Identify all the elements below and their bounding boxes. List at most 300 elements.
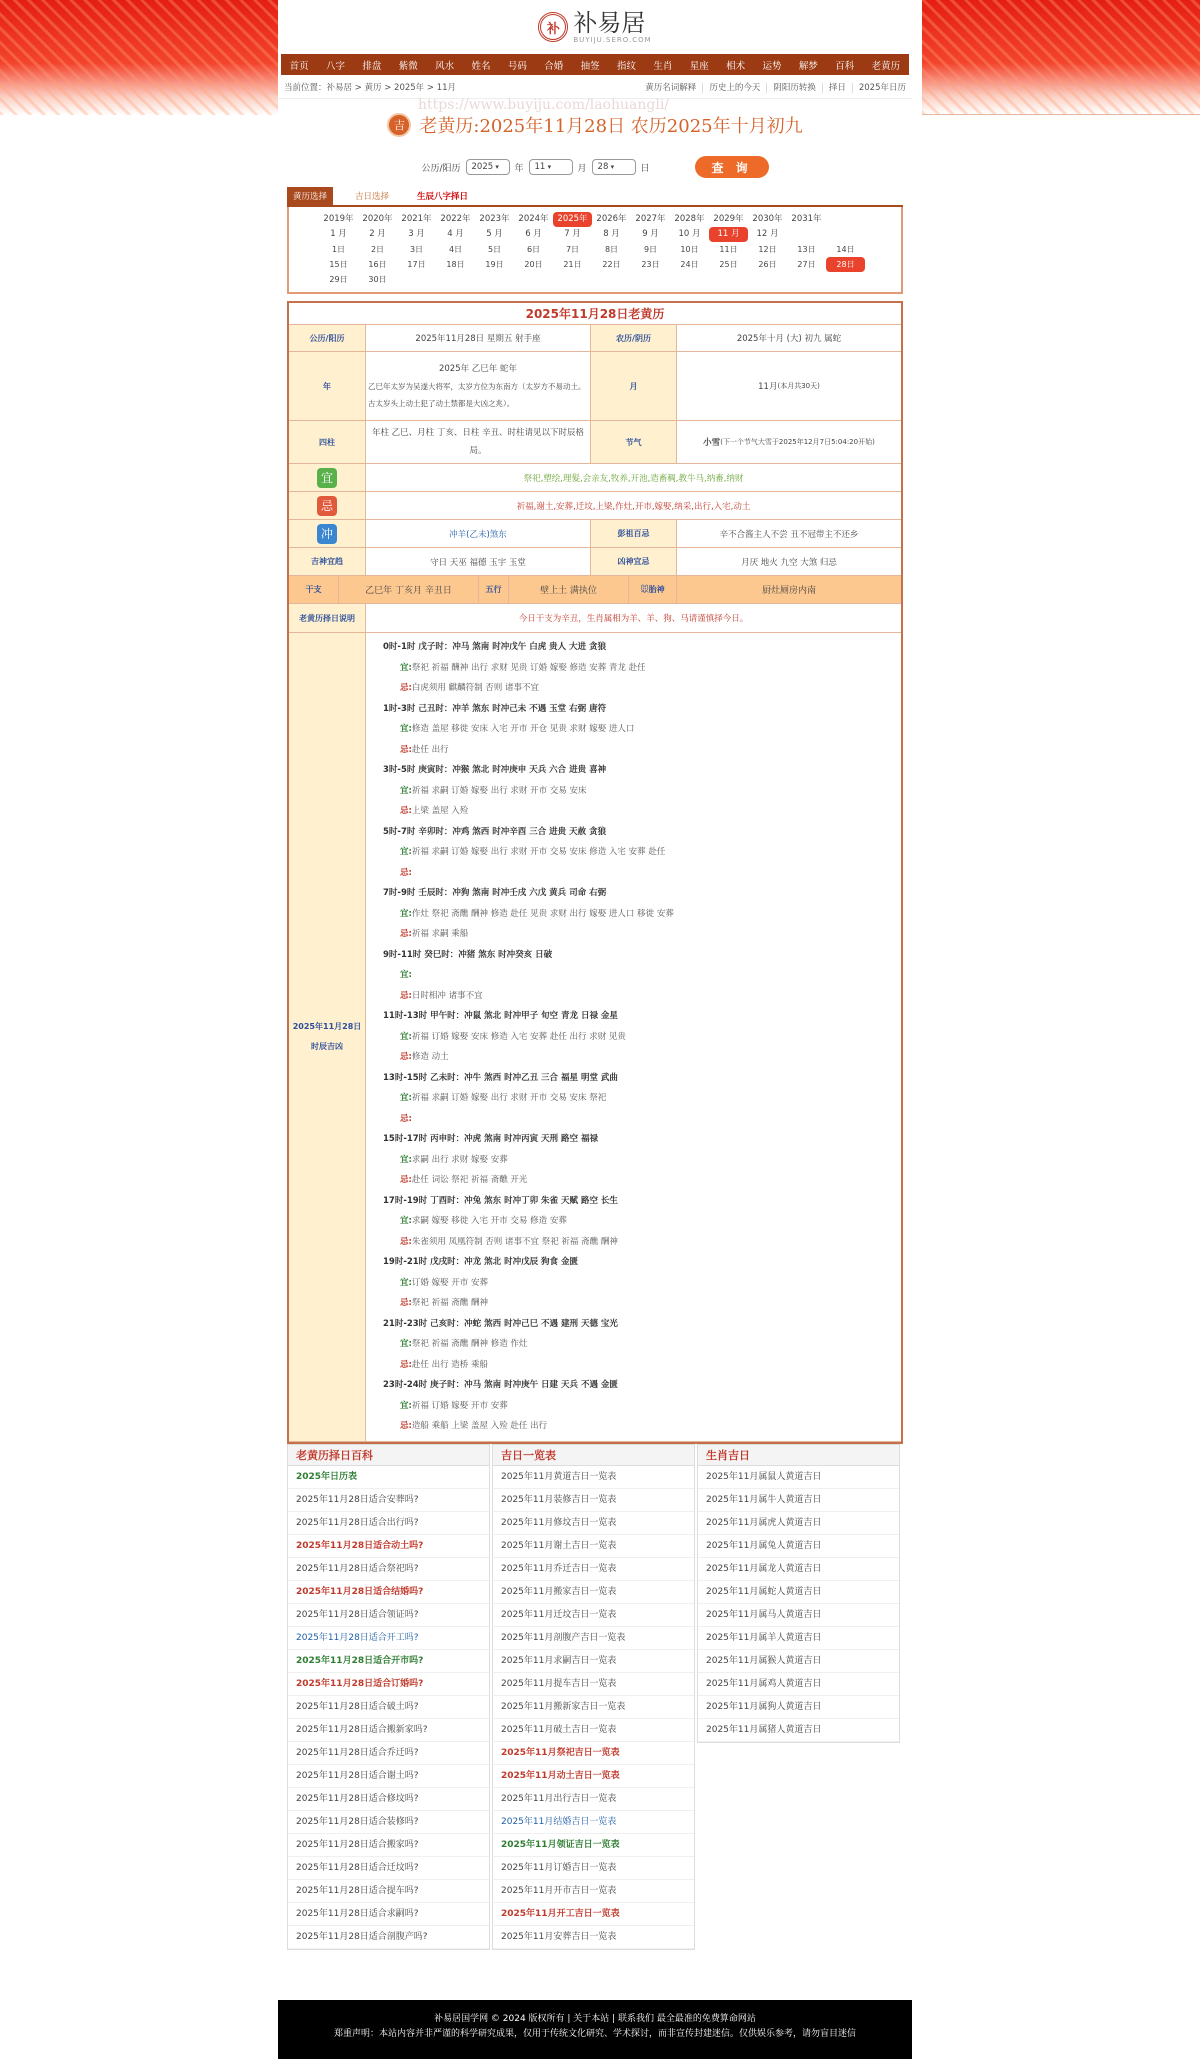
hour-yi-text: 祈福 订婚 嫁娶 安床 修造 入宅 安葬 赴任 出行 求财 见贵	[411, 1031, 626, 1042]
ji-label: 忌:	[400, 1421, 412, 1431]
hour-ji-text: 上梁 盖屋 入殓	[411, 806, 469, 816]
link-item[interactable]: 2025年11月属鼠人黄道吉日	[698, 1466, 899, 1489]
calendar-picker	[287, 207, 903, 294]
link-item[interactable]: 2025年11月迁坟吉日一览表	[493, 1604, 694, 1627]
yi-label: 宜:	[400, 1093, 412, 1103]
left-decor	[0, 0, 278, 115]
hour-block	[383, 1375, 901, 1437]
link-item[interactable]: 2025年11月属猴人黄道吉日	[698, 1650, 899, 1673]
link-item[interactable]: 2025年11月订婚吉日一览表	[493, 1857, 694, 1880]
link-item[interactable]: 2025年11月剖腹产吉日一览表	[493, 1627, 694, 1650]
nav-item[interactable]: 紫微	[398, 60, 418, 72]
day-link[interactable]: 18日	[446, 260, 465, 269]
link-item[interactable]: 2025年11月搬新家吉日一览表	[493, 1696, 694, 1719]
nav-item[interactable]: 运势	[762, 60, 782, 72]
nav-item[interactable]: 相术	[726, 60, 746, 72]
month-link[interactable]: 6 月	[525, 229, 542, 239]
tab-bazi[interactable]: 生辰八字择日	[417, 192, 469, 202]
ji-label: 忌:	[400, 1359, 412, 1370]
link-item[interactable]: 2025年11月属鸡人黄道吉日	[698, 1673, 899, 1696]
day-row	[319, 242, 901, 257]
xiongshen-key: 凶神宜忌	[591, 548, 677, 575]
link-item[interactable]: 2025年11月28日适合动土吗?	[288, 1535, 489, 1558]
nav-item[interactable]: 抽签	[580, 60, 600, 72]
almanac-table	[287, 301, 903, 1444]
yi-label: 宜:	[400, 1400, 412, 1411]
ji-label: 忌:	[400, 1113, 412, 1124]
yi-label: 宜:	[400, 785, 412, 796]
chong-value: 冲羊(乙未)煞东	[366, 520, 591, 547]
jishen-value: 守日 天巫 福德 玉宇 玉堂	[366, 548, 591, 575]
hour-title: 11时-13时 甲午时：冲鼠 煞北 时冲甲子 旬空 青龙 日禄 金星	[383, 1011, 618, 1021]
hour-block	[383, 637, 901, 699]
link-item[interactable]: 2025年11月属羊人黄道吉日	[698, 1627, 899, 1650]
day-link[interactable]: 10日	[680, 245, 699, 254]
link-item[interactable]: 2025年11月开工吉日一览表	[493, 1903, 694, 1926]
taisui-text: 乙巳年太岁为吴遂大将军，太岁方位为东南方（太岁方不易动土。	[368, 381, 586, 391]
hour-block	[383, 1129, 901, 1191]
query-label: 公历/阳历	[421, 163, 461, 174]
hour-ji	[383, 1232, 901, 1253]
year-link[interactable]: 2029年	[713, 214, 744, 224]
link-item[interactable]: 2025年11月搬家吉日一览表	[493, 1581, 694, 1604]
top-link[interactable]: 择日	[822, 83, 846, 93]
link-item[interactable]: 2025年11月结婚吉日一览表	[493, 1811, 694, 1834]
day-link[interactable]: 5日	[487, 245, 502, 254]
year-link[interactable]: 2019年	[323, 214, 354, 224]
hour-ji-text: 白虎须用 麒麟符制 否则 诸事不宜	[411, 683, 540, 693]
link-item[interactable]: 2025年11月修坟吉日一览表	[493, 1512, 694, 1535]
hour-ji-text: 祈福 求嗣 乘船	[411, 929, 469, 939]
yi-label: 宜:	[400, 1339, 412, 1349]
lunar-key: 农历/阴历	[591, 325, 677, 351]
hour-ji	[383, 678, 901, 699]
hour-ji-text: 造船 乘船 上梁 盖屋 入殓 赴任 出行	[411, 1421, 548, 1431]
day-link[interactable]: 13日	[797, 245, 816, 254]
link-item[interactable]: 2025年11月28日适合装修吗?	[288, 1811, 489, 1834]
top-link[interactable]: 2025年日历	[852, 83, 906, 93]
day-link[interactable]: 22日	[602, 260, 621, 269]
auspicious-icon: 吉	[387, 113, 411, 137]
column-title: 吉日一览表	[493, 1445, 694, 1466]
yi-label: 宜:	[400, 1277, 412, 1288]
breadcrumb[interactable]: 当前位置：补易居 > 黄历 > 2025年 > 11月	[284, 82, 457, 93]
link-item[interactable]: 2025年11月28日适合结婚吗?	[288, 1581, 489, 1604]
hour-title: 3时-5时 庚寅时：冲猴 煞北 时冲庚申 天兵 六合 进贵 喜神	[383, 765, 607, 775]
year-link[interactable]: 2022年	[440, 214, 471, 224]
month-link[interactable]: 10 月	[678, 229, 701, 239]
month-link[interactable]: 9 月	[642, 229, 659, 239]
hour-ji	[383, 801, 901, 822]
top-link[interactable]: 黄历名词解释	[645, 82, 697, 93]
top-link[interactable]: 阴阳历转换	[766, 83, 816, 93]
page-title-row	[278, 97, 912, 147]
link-item[interactable]: 2025年11月属牛人黄道吉日	[698, 1489, 899, 1512]
lunar-value: 2025年十月 (大) 初九 属蛇	[736, 334, 842, 344]
hour-yi-text: 订婚 嫁娶 开市 安葬	[411, 1277, 489, 1288]
month-link[interactable]: 3 月	[408, 229, 425, 239]
link-item[interactable]: 2025年11月28日适合谢土吗?	[288, 1765, 489, 1788]
footer-disclaimer: 郑重声明：本站内容并非严谨的科学研究成果，仅用于传统文化研究、学术探讨，而非宣传封建迷信。仅供娱乐参考，请勿盲目迷信	[333, 2029, 856, 2039]
link-item[interactable]: 2025年11月28日适合安葬吗?	[288, 1489, 489, 1512]
nav-item[interactable]: 八字	[326, 60, 346, 72]
yi-icon: 宜	[317, 468, 337, 488]
logo[interactable]	[278, 0, 912, 54]
watermark: https://www.buyiju.com/laohuangli/	[418, 97, 670, 113]
hour-yi-text: 作灶 祭祀 斋醮 酬神 修造 赴任 见贵 求财 出行 嫁娶 进人口 移徙 安葬	[411, 908, 674, 919]
year-link[interactable]: 2026年	[596, 214, 627, 224]
link-item[interactable]: 2025年11月28日适合开市吗?	[288, 1650, 489, 1673]
nav-item[interactable]: 指纹	[617, 60, 637, 72]
hour-ji	[383, 1047, 901, 1068]
link-item[interactable]: 2025年11月领证吉日一览表	[493, 1834, 694, 1857]
day-link[interactable]: 8日	[604, 245, 619, 254]
link-item[interactable]: 2025年11月黄道吉日一览表	[493, 1466, 694, 1489]
link-item[interactable]: 2025年11月28日适合订婚吗?	[288, 1673, 489, 1696]
link-item[interactable]: 2025年11月28日适合迁坟吗?	[288, 1857, 489, 1880]
link-item[interactable]: 2025年11月28日适合出行吗?	[288, 1512, 489, 1535]
hour-block	[383, 1191, 901, 1253]
hour-title: 15时-17时 丙申时：冲虎 煞南 时冲丙寅 天刑 路空 福禄	[383, 1134, 598, 1144]
hours-key	[289, 633, 366, 1441]
hour-block	[383, 883, 901, 945]
day-link[interactable]: 24日	[680, 260, 699, 269]
breadcrumb-bar	[278, 75, 912, 99]
hour-block	[383, 1314, 901, 1376]
hour-yi-text: 修造 盖屋 移徙 安床 入宅 开市 开仓 见贵 求财 嫁娶 进人口	[411, 724, 635, 734]
yi-label: 宜:	[400, 908, 412, 919]
hour-yi-text: 祈福 求嗣 订婚 嫁娶 出行 求财 开市 交易 安床	[411, 785, 587, 796]
day-link[interactable]: 4日	[448, 245, 463, 254]
hour-yi	[383, 1396, 901, 1417]
month-link[interactable]: 7 月	[564, 229, 581, 239]
yi-label: 宜:	[400, 1031, 412, 1042]
column-title: 生肖吉日	[698, 1445, 899, 1466]
ji-icon: 忌	[317, 496, 337, 516]
year-link[interactable]: 2028年	[674, 214, 705, 224]
page-title: 老黄历:2025年11月28日 农历2025年十月初九	[419, 116, 803, 137]
link-item[interactable]: 2025年11月属虎人黄道吉日	[698, 1512, 899, 1535]
link-item[interactable]: 2025年11月提车吉日一览表	[493, 1673, 694, 1696]
nav-item[interactable]: 星座	[689, 60, 709, 72]
link-item[interactable]: 2025年11月乔迁吉日一览表	[493, 1558, 694, 1581]
ji-label: 忌:	[400, 990, 412, 1001]
lucky-days-column	[492, 1444, 695, 1950]
ji-label: 忌:	[400, 1052, 412, 1062]
date-query-form	[278, 147, 912, 187]
top-links	[633, 81, 906, 93]
hour-ji	[383, 1109, 901, 1130]
month-text: 11月	[758, 382, 778, 392]
nav-item[interactable]: 合婚	[544, 60, 564, 72]
wuxing-key: 五行	[479, 576, 509, 603]
month-link[interactable]: 11 月	[709, 227, 748, 242]
ganzhi-key: 干支	[289, 576, 339, 603]
hour-yi-text: 祈福 求嗣 订婚 嫁娶 出行 求财 开市 交易 安床 祭祀	[411, 1093, 607, 1103]
nav-item[interactable]: 首页	[289, 60, 309, 72]
ji-label: 忌:	[400, 1175, 412, 1185]
link-item[interactable]: 2025年11月28日适合修坟吗?	[288, 1788, 489, 1811]
nav-item[interactable]: 姓名	[471, 60, 491, 72]
pillar-key: 四柱	[289, 421, 366, 463]
solar-term-key: 节气	[591, 421, 677, 463]
day-link[interactable]: 23日	[641, 260, 660, 269]
link-item[interactable]: 2025年11月28日适合破土吗?	[288, 1696, 489, 1719]
link-item[interactable]: 2025年11月28日适合开工吗?	[288, 1627, 489, 1650]
link-item[interactable]: 2025年11月属兔人黄道吉日	[698, 1535, 899, 1558]
day-link[interactable]: 27日	[797, 260, 816, 269]
hour-title: 13时-15时 乙未时：冲牛 煞西 时冲乙丑 三合 福星 明堂 武曲	[383, 1072, 618, 1083]
day-link[interactable]: 15日	[329, 260, 348, 269]
right-decor	[922, 0, 1200, 115]
link-item[interactable]: 2025年11月属猪人黄道吉日	[698, 1719, 899, 1742]
hour-title: 1时-3时 己丑时：冲羊 煞东 时冲己未 不遇 玉堂 右弼 唐符	[383, 703, 607, 714]
ji-label: 忌:	[400, 683, 412, 693]
link-item[interactable]: 2025年11月属龙人黄道吉日	[698, 1558, 899, 1581]
hour-ji-text: 赴任 出行 造桥 乘船	[411, 1359, 489, 1370]
hour-block	[383, 945, 901, 1007]
month-link[interactable]: 8 月	[603, 229, 620, 239]
pillar-value: 年柱 乙巳、月柱 丁亥、日柱 辛丑、时柱请见以下时辰格局。	[366, 421, 591, 463]
xiongshen-value: 月厌 地火 九空 大煞 归忌	[741, 557, 837, 568]
yi-label: 宜:	[400, 970, 412, 980]
nav-item[interactable]: 老黄历	[871, 60, 901, 72]
year-select[interactable]: 2025 ▾	[466, 159, 510, 175]
ji-label: 忌:	[400, 867, 412, 878]
month-row	[319, 227, 901, 242]
month-link[interactable]: 2 月	[369, 229, 386, 239]
solar-key: 公历/阳历	[289, 325, 366, 351]
hour-yi	[383, 1027, 901, 1048]
query-button[interactable]: 查 询	[695, 156, 769, 178]
link-item[interactable]: 2025年日历表	[288, 1466, 489, 1489]
link-item[interactable]: 2025年11月谢土吉日一览表	[493, 1535, 694, 1558]
hour-title: 19时-21时 戊戌时：冲龙 煞北 时冲戊辰 狗食 金匮	[383, 1257, 578, 1267]
hour-block	[383, 822, 901, 884]
taishen-label: 胎神	[648, 585, 665, 594]
link-item[interactable]: 2025年11月装修吉日一览表	[493, 1489, 694, 1512]
year-value	[366, 352, 591, 420]
link-item[interactable]: 2025年11月属狗人黄道吉日	[698, 1696, 899, 1719]
day-link[interactable]: 9日	[643, 245, 658, 254]
year-link[interactable]: 2021年	[401, 214, 432, 224]
nav-item[interactable]: 百科	[835, 60, 855, 72]
bottom-link-columns	[287, 1444, 903, 1950]
hour-yi-text: 祭祀 祈福 酬神 出行 求财 见贵 订婚 嫁娶 修造 安葬 青龙 赴任	[411, 662, 646, 673]
nav-item[interactable]: 风水	[435, 60, 455, 72]
taishen-icon: 🐭	[640, 585, 649, 594]
year-link[interactable]: 2020年	[362, 214, 393, 224]
day-link[interactable]: 14日	[836, 245, 855, 254]
day-link[interactable]: 2日	[370, 245, 385, 254]
nav-item[interactable]: 排盘	[362, 60, 382, 72]
hour-yi	[383, 842, 901, 863]
day-select[interactable]: 28 ▾	[592, 159, 636, 175]
logo-title: 补易居	[573, 9, 646, 37]
hours-list	[366, 633, 901, 1441]
month-link[interactable]: 12 月	[756, 229, 779, 239]
year-link[interactable]: 2023年	[479, 214, 510, 224]
yi-label: 宜:	[400, 1154, 412, 1165]
ji-label: 忌:	[400, 929, 412, 939]
ji-value: 祈福,谢土,安葬,迁坟,上梁,作灶,开市,嫁娶,纳采,出行,入宅,动土	[516, 501, 751, 512]
hour-yi	[383, 904, 901, 925]
link-item[interactable]: 2025年11月祭祀吉日一览表	[493, 1742, 694, 1765]
day-link[interactable]: 25日	[719, 260, 738, 269]
solar-value: 2025年11月28日 星期五 射手座	[366, 325, 591, 351]
day-link[interactable]: 21日	[563, 260, 582, 269]
hour-title: 7时-9时 壬辰时：冲狗 煞南 时冲壬戌 六戊 黄兵 司命 右弼	[383, 888, 607, 898]
hour-ji	[383, 740, 901, 761]
footer	[278, 2000, 912, 2059]
hourly-fortune	[289, 633, 901, 1442]
chong-icon: 冲	[317, 524, 337, 544]
year-link[interactable]: 2027年	[635, 214, 666, 224]
link-item[interactable]: 2025年11月求嗣吉日一览表	[493, 1650, 694, 1673]
link-item[interactable]: 2025年11月破土吉日一览表	[493, 1719, 694, 1742]
day-row	[319, 272, 901, 287]
yi-value: 祭祀,塑绘,理髮,会亲友,牧养,开池,造畜稠,教牛马,纳畜,纳财	[523, 473, 744, 484]
wuxing-value: 壁上土 满执位	[509, 576, 629, 603]
day-row	[319, 257, 901, 272]
hour-block	[383, 699, 901, 761]
yi-label: 宜:	[400, 847, 412, 857]
solar-term: 小雪	[703, 438, 721, 448]
link-item[interactable]: 2025年11月28日适合剖腹产吗?	[288, 1926, 489, 1949]
year-link[interactable]: 2025年	[553, 212, 592, 227]
pengzu-key: 彭祖百忌	[591, 520, 677, 547]
tab-almanac[interactable]: 黄历选择	[287, 187, 333, 205]
hour-yi-text: 求嗣 嫁娶 移徙 入宅 开市 交易 修造 安葬	[411, 1216, 567, 1226]
hour-title: 0时-1时 戊子时：冲马 煞南 时冲戊午 白虎 贵人 大进 贪狼	[383, 642, 607, 652]
month-unit: 月	[577, 163, 587, 174]
month-key: 月	[591, 352, 677, 420]
day-link[interactable]: 16日	[368, 260, 387, 269]
day-link[interactable]: 7日	[565, 245, 580, 254]
day-link[interactable]: 26日	[758, 260, 777, 269]
day-link[interactable]: 29日	[329, 275, 348, 284]
hour-ji-text: 赴任 出行	[411, 744, 449, 755]
day-link[interactable]: 11日	[719, 245, 738, 254]
day-link[interactable]: 30日	[368, 275, 387, 284]
hour-yi	[383, 1088, 901, 1109]
zodiac-days-column	[697, 1444, 900, 1743]
link-item[interactable]: 2025年11月28日适合求嗣吗?	[288, 1903, 489, 1926]
jishen-key: 吉神宜趋	[289, 548, 366, 575]
hour-yi	[383, 658, 901, 679]
note-value: 今日干支为辛丑，生肖属相为羊、羊、狗、马请谨慎择今日。	[518, 614, 749, 624]
solar-term-note: (下一个节气大雪于2025年12月7日5:04:20开始)	[720, 438, 875, 446]
hour-block	[383, 1068, 901, 1130]
month-link[interactable]: 4 月	[447, 229, 464, 239]
hour-ji	[383, 924, 901, 945]
hour-yi-text: 祈福 求嗣 订婚 嫁娶 出行 求财 开市 交易 安床 修造 入宅 安葬 赴任	[411, 847, 666, 857]
main-nav	[281, 54, 909, 75]
hour-ji	[383, 1416, 901, 1437]
hour-title: 21时-23时 己亥时：冲蛇 煞西 时冲己巳 不遇 建刑 天德 宝光	[383, 1318, 618, 1329]
link-item[interactable]: 2025年11月安葬吉日一览表	[493, 1926, 694, 1949]
link-item[interactable]: 2025年11月出行吉日一览表	[493, 1788, 694, 1811]
link-item[interactable]: 2025年11月开市吉日一览表	[493, 1880, 694, 1903]
link-item[interactable]: 2025年11月28日适合领证吗?	[288, 1604, 489, 1627]
link-item[interactable]: 2025年11月属蛇人黄道吉日	[698, 1581, 899, 1604]
link-item[interactable]: 2025年11月28日适合搬新家吗?	[288, 1719, 489, 1742]
year-ganzhi: 2025年 乙巳年 蛇年	[438, 363, 518, 374]
ji-label: 忌:	[400, 806, 412, 816]
yi-label: 宜:	[400, 724, 412, 734]
day-link[interactable]: 19日	[485, 260, 504, 269]
hour-ji-text: 祭祀 祈福 斋醮 酬神	[411, 1298, 489, 1308]
hour-yi-text: 祭祀 祈福 斋醮 酬神 修造 作灶	[411, 1339, 528, 1349]
footer-copyright[interactable]: 补易居国学网 © 2024 版权所有 | 关于本站 | 联系我们 最全最准的免费算命网站	[434, 2014, 756, 2024]
month-note: (本月共30天)	[777, 382, 820, 390]
hour-yi	[383, 965, 901, 986]
link-item[interactable]: 2025年11月28日适合乔迁吗?	[288, 1742, 489, 1765]
almanac-caption: 2025年11月28日老黄历	[289, 303, 901, 325]
hour-ji	[383, 863, 901, 884]
hour-title: 17时-19时 丁酉时：冲兔 煞东 时冲丁卯 朱雀 天赋 路空 长生	[383, 1195, 618, 1206]
link-item[interactable]: 2025年11月动土吉日一览表	[493, 1765, 694, 1788]
hour-block	[383, 1006, 901, 1068]
nav-item[interactable]: 生肖	[653, 60, 673, 72]
taisui-note: 古太岁头上动土犯了动土禁都是大凶之兆）。	[368, 398, 515, 408]
year-link[interactable]: 2024年	[518, 214, 549, 224]
day-link[interactable]: 20日	[524, 260, 543, 269]
month-link[interactable]: 5 月	[486, 229, 503, 239]
taishen-key	[629, 576, 677, 603]
hour-ji-text: 日时相冲 诸事不宜	[411, 990, 483, 1001]
hour-block	[383, 760, 901, 822]
day-link[interactable]: 17日	[407, 260, 426, 269]
note-key: 老黄历择日说明	[289, 604, 366, 632]
ganzhi-value: 乙巳年 丁亥月 辛丑日	[339, 576, 479, 603]
day-link[interactable]: 12日	[758, 245, 777, 254]
link-item[interactable]: 2025年11月28日适合祭祀吗?	[288, 1558, 489, 1581]
hour-yi	[383, 719, 901, 740]
month-link[interactable]: 1 月	[330, 229, 347, 239]
hour-ji-text: 赴任 词讼 祭祀 祈福 斋醮 开光	[411, 1175, 528, 1185]
year-link[interactable]: 2030年	[752, 214, 783, 224]
top-link[interactable]: 历史上的今天	[702, 83, 760, 93]
link-item[interactable]: 2025年11月28日适合搬家吗?	[288, 1834, 489, 1857]
day-link[interactable]: 3日	[409, 245, 424, 254]
hour-yi	[383, 1334, 901, 1355]
yi-label: 宜:	[400, 1216, 412, 1226]
month-select[interactable]: 11 ▾	[529, 159, 573, 175]
year-key: 年	[289, 352, 366, 420]
hour-ji-text: 朱雀须用 凤凰符制 否则 诸事不宜 祭祀 祈福 斋醮 酬神	[411, 1236, 618, 1247]
nav-item[interactable]: 解梦	[798, 60, 818, 72]
yi-label: 宜:	[400, 662, 412, 673]
hour-yi	[383, 1211, 901, 1232]
hour-ji	[383, 1355, 901, 1376]
day-link[interactable]: 6日	[526, 245, 541, 254]
link-item[interactable]: 2025年11月28日适合提车吗?	[288, 1880, 489, 1903]
solar-term-value	[677, 421, 901, 463]
year-link[interactable]: 2031年	[791, 214, 822, 224]
year-row	[319, 212, 901, 227]
day-link[interactable]: 28日	[826, 257, 865, 272]
nav-item[interactable]: 号码	[507, 60, 527, 72]
hour-title: 23时-24时 庚子时：冲马 煞南 时冲庚午 日建 天兵 不遇 金匮	[383, 1380, 618, 1390]
tab-lucky-days[interactable]: 吉日选择	[355, 192, 390, 202]
link-item[interactable]: 2025年11月属马人黄道吉日	[698, 1604, 899, 1627]
day-link[interactable]: 1日	[331, 245, 346, 254]
almanac-encyclopedia-column	[287, 1444, 490, 1950]
hour-yi	[383, 1150, 901, 1171]
taishen-value: 厨灶厕房内南	[761, 586, 816, 596]
hour-yi-text: 求嗣 出行 求财 嫁娶 安葬	[411, 1154, 508, 1165]
